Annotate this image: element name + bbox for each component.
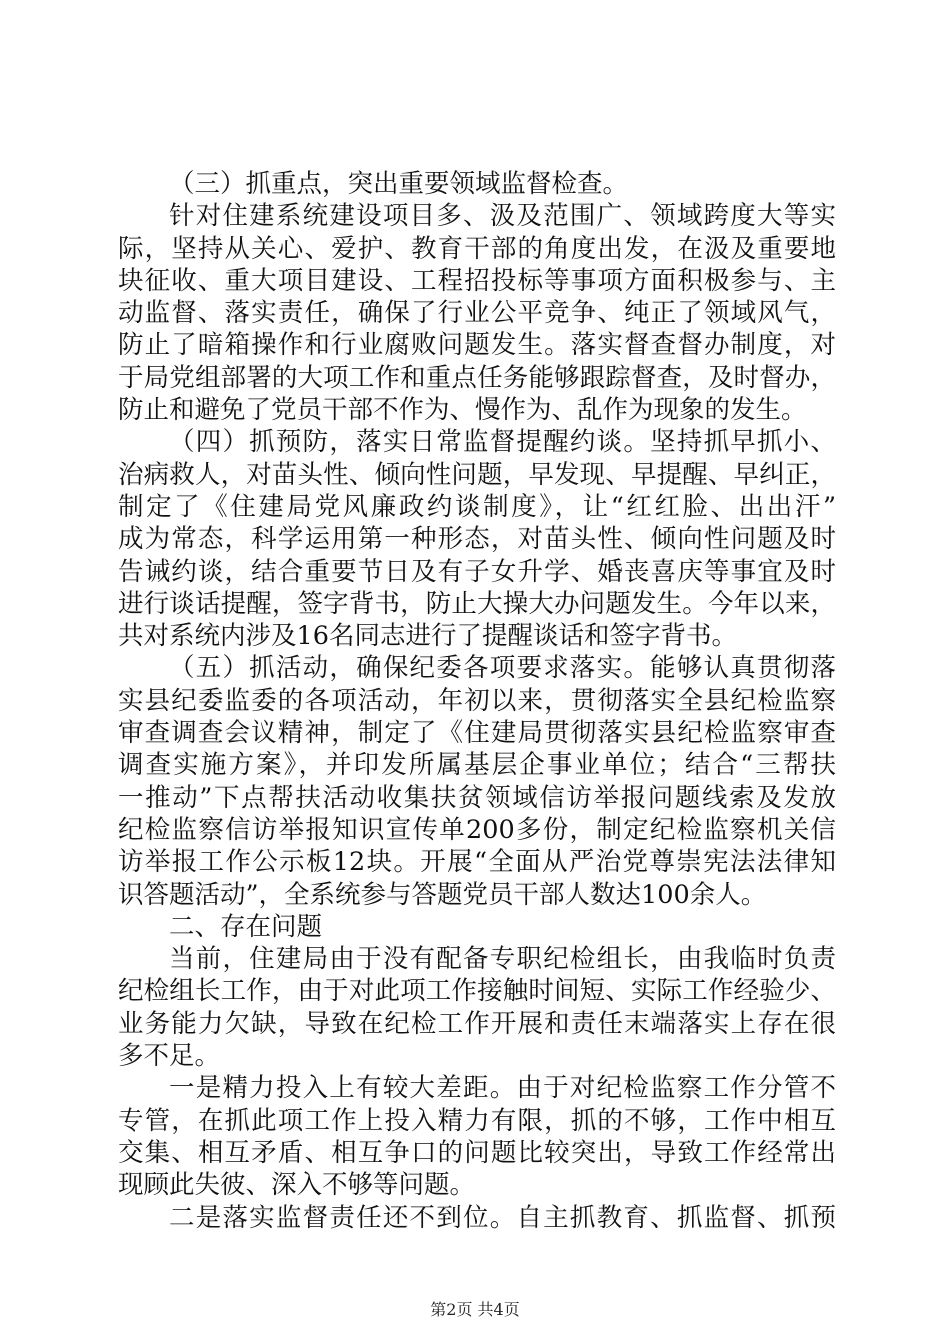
text-line: 实县纪委监委的各项活动，年初以来，贯彻落实全县纪检监察 xyxy=(118,685,836,716)
text-line: 业务能力欠缺，导致在纪检工作开展和责任末端落实上存在很 xyxy=(118,1008,836,1039)
text-line: 告诫约谈，结合重要节日及有子女升学、婚丧喜庆等事宜及时 xyxy=(118,556,836,587)
text-line: 审查调查会议精神，制定了《住建局贯彻落实县纪检监察审查 xyxy=(118,718,836,749)
text-line: 成为常态，科学运用第一种形态，对苗头性、倾向性问题及时 xyxy=(118,524,836,555)
text-line: 块征收、重大项目建设、工程招投标等事项方面积极参与、主 xyxy=(118,265,836,296)
text-line: （三）抓重点，突出重要领域监督检查。 xyxy=(169,169,629,199)
text-line: 动监督、落实责任，确保了行业公平竞争、纯正了领域风气， xyxy=(118,298,836,329)
text-line: 多不足。 xyxy=(118,1041,221,1072)
text-line: 制定了《住建局党风廉政约谈制度》，让“红红脸、出出汗” xyxy=(118,491,836,522)
page-footer: 第2页 共4页 xyxy=(430,1300,520,1319)
text-line: 一推动”下点帮扶活动收集扶贫领域信访举报问题线索及发放 xyxy=(118,782,836,813)
text-line: 调查实施方案》，并印发所属基层企事业单位；结合“三帮扶 xyxy=(118,750,836,781)
text-line: （四）抓预防，落实日常监督提醒约谈。坚持抓早抓小、 xyxy=(169,427,836,458)
text-line: 防止和避免了党员干部不作为、慢作为、乱作为现象的发生。 xyxy=(118,395,807,426)
text-line: 专管，在抓此项工作上投入精力有限，抓的不够，工作中相互 xyxy=(118,1105,836,1136)
text-line: 防止了暗箱操作和行业腐败问题发生。落实督查督办制度，对 xyxy=(118,330,836,361)
text-line: 识答题活动”，全系统参与答题党员干部人数达100余人。 xyxy=(118,879,767,910)
text-line: 交集、相互矛盾、相互争口的问题比较突出，导致工作经常出 xyxy=(118,1137,836,1168)
text-line: 一是精力投入上有较大差距。由于对纪检监察工作分管不 xyxy=(169,1073,836,1104)
text-line: （五）抓活动，确保纪委各项要求落实。能够认真贯彻落 xyxy=(169,653,836,684)
text-line: 当前，住建局由于没有配备专职纪检组长，由我临时负责 xyxy=(169,944,836,975)
text-line: 纪检监察信访举报知识宣传单200多份，制定纪检监察机关信 xyxy=(118,814,836,845)
text-line: 共对系统内涉及16名同志进行了提醒谈话和签字背书。 xyxy=(118,621,737,652)
text-line: 治病救人，对苗头性、倾向性问题，早发现、早提醒、早纠正， xyxy=(118,459,836,490)
text-line: 二是落实监督责任还不到位。自主抓教育、抓监督、抓预 xyxy=(169,1202,836,1233)
text-line: 于局党组部署的大项工作和重点任务能够跟踪督查，及时督办， xyxy=(118,362,836,393)
text-line: 际，坚持从关心、爱护、教育干部的角度出发，在汲及重要地 xyxy=(118,233,836,264)
text-line: 进行谈话提醒，签字背书，防止大操大办问题发生。今年以来， xyxy=(118,588,836,619)
text-line: 访举报工作公示板12块。开展“全面从严治党尊崇宪法法律知 xyxy=(118,847,836,878)
text-line: 纪检组长工作，由于对此项工作接触时间短、实际工作经验少、 xyxy=(118,976,836,1007)
text-line: 二、存在问题 xyxy=(169,911,323,942)
document-body xyxy=(118,168,836,1234)
text-line: 现顾此失彼、深入不够等问题。 xyxy=(118,1170,476,1201)
text-line: 针对住建系统建设项目多、汲及范围广、领域跨度大等实 xyxy=(169,201,836,232)
